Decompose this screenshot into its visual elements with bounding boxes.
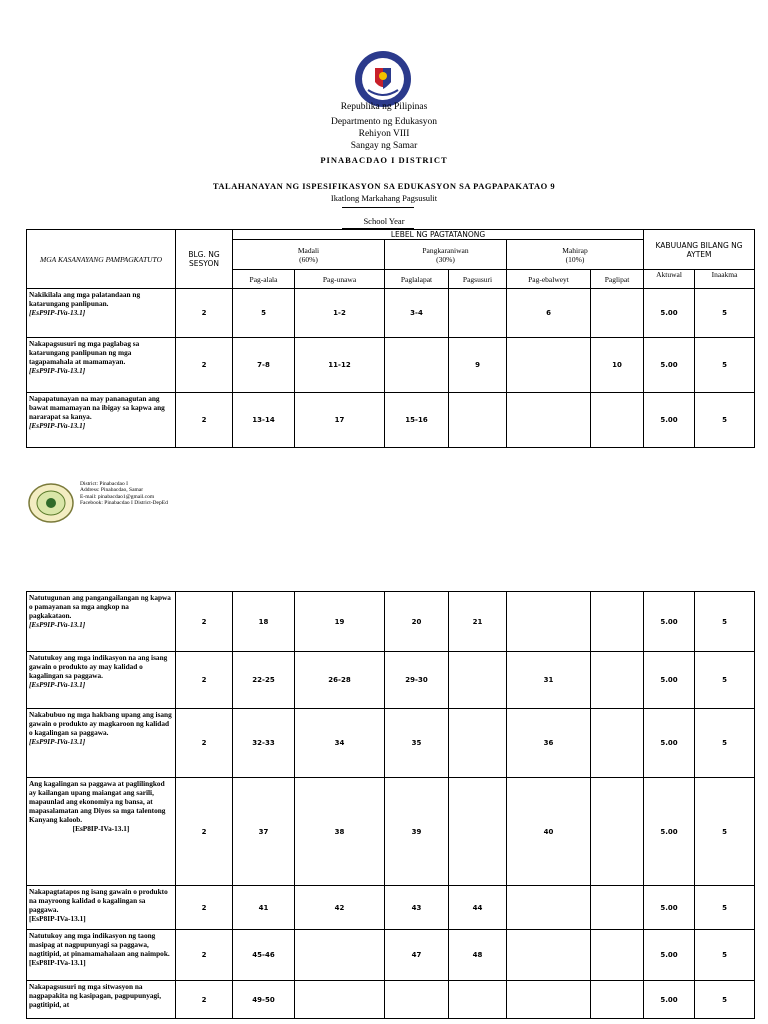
item-cell: 36 (507, 709, 591, 778)
competency-text: Natutukoy ang mga indikasyon ng taong masipag at nagpupunyagi sa paggawa, nagtitipid, at pinamamahalaan ang naimpok. (29, 931, 170, 958)
actual-cell: 5.00 (644, 289, 695, 338)
table-row (27, 886, 755, 930)
school-year: School Year (363, 216, 405, 226)
item-cell (591, 592, 644, 652)
table-row (27, 338, 755, 393)
competency-code: [EsP9IP-IVa-13.1] (29, 421, 86, 430)
sessions-cell: 2 (176, 652, 233, 709)
item-cell: 11-12 (295, 338, 385, 393)
footer-contact (80, 481, 168, 506)
sub-header: Paglipat (591, 270, 644, 289)
table-row (27, 709, 755, 778)
header-line: Republika ng Pilipinas (340, 102, 428, 112)
item-cell (385, 981, 449, 1019)
header-difficult: Mahirap (10%) (507, 240, 644, 270)
item-cell (507, 338, 591, 393)
header-line: Departmento ng Edukasyon (330, 117, 438, 127)
sub-header-expected: Inaakma (695, 270, 755, 289)
item-cell: 19 (295, 592, 385, 652)
item-cell: 34 (295, 709, 385, 778)
competency-cell (27, 592, 176, 652)
competency-code: [EsP9IP-IVa-13.1] (29, 737, 86, 746)
district-name: PINABACDAO I DISTRICT (320, 155, 448, 165)
item-cell (507, 886, 591, 930)
item-cell: 37 (233, 778, 295, 886)
sessions-cell: 2 (176, 886, 233, 930)
header-total: KABUUANG BILANG NG AYTEM (644, 230, 755, 270)
item-cell (507, 592, 591, 652)
expected-cell: 5 (695, 338, 755, 393)
competency-cell (27, 709, 176, 778)
actual-cell: 5.00 (644, 886, 695, 930)
item-cell: 41 (233, 886, 295, 930)
actual-cell: 5.00 (644, 778, 695, 886)
item-cell: 5 (233, 289, 295, 338)
competency-cell (27, 289, 176, 338)
district-logo (28, 480, 74, 526)
header-line: Rehiyon VIII (358, 129, 410, 139)
item-cell: 45-46 (233, 930, 295, 981)
competency-text: Natutugunan ang pangangailangan ng kapwa o pamayanan sa mga angkop na pagkakataon. (29, 593, 171, 620)
item-cell (591, 652, 644, 709)
item-cell (591, 778, 644, 886)
signature-line (342, 207, 414, 208)
competency-text: Napapatunayan na may pananagutan ang bawat mamamayan na ibigay sa kapwa ang nararapat sa kanya. (29, 394, 165, 421)
item-cell: 49-50 (233, 981, 295, 1019)
header-line: Sangay ng Samar (350, 141, 418, 151)
sessions-cell: 2 (176, 930, 233, 981)
competency-text: Natutukoy ang mga indikasyon na ang isang gawain o produkto ay may kalidad o kagalingan sa paggawa. (29, 653, 168, 680)
item-cell: 35 (385, 709, 449, 778)
competency-code: [EsP9IP-IVa-13.1] (29, 308, 86, 317)
competency-text: Nakabubuo ng mga hakbang upang ang isang gawain o produkto ay magkaroon ng kalidad o kagalingan sa paggawa. (29, 710, 172, 737)
competency-text: Nakikilala ang mga palatandaan ng katarungang panlipunan. (29, 290, 141, 308)
item-cell: 40 (507, 778, 591, 886)
item-cell: 13-14 (233, 393, 295, 448)
actual-cell: 5.00 (644, 652, 695, 709)
tos-table-page1 (26, 229, 755, 448)
sub-header-actual: Aktuwal (644, 270, 695, 289)
item-cell: 38 (295, 778, 385, 886)
item-cell: 10 (591, 338, 644, 393)
sub-header: Paglalapat (385, 270, 449, 289)
sessions-cell: 2 (176, 289, 233, 338)
competency-code: [EsP9IP-IVa-13.1] (29, 620, 86, 629)
competency-code: [EsP9IP-IVa-13.1] (29, 366, 86, 375)
competency-cell (27, 393, 176, 448)
competency-text: Nakapagsusuri ng mga paglabag sa katarungang panlipunan ng mga tagapamahala at mamamayan. (29, 339, 140, 366)
item-cell: 17 (295, 393, 385, 448)
actual-cell: 5.00 (644, 338, 695, 393)
footer-line: E-mail: pinabacdao1@gmail.com (80, 493, 155, 500)
item-cell: 32-33 (233, 709, 295, 778)
footer-line: Address: Pinabacdao, Samar (80, 487, 144, 494)
item-cell (507, 981, 591, 1019)
item-cell (449, 393, 507, 448)
sessions-cell: 2 (176, 981, 233, 1019)
item-cell: 21 (449, 592, 507, 652)
competency-cell (27, 886, 176, 930)
item-cell: 22-25 (233, 652, 295, 709)
expected-cell: 5 (695, 930, 755, 981)
item-cell (591, 886, 644, 930)
competency-cell (27, 778, 176, 886)
competency-cell (27, 652, 176, 709)
item-cell (449, 709, 507, 778)
item-cell (591, 289, 644, 338)
header-average: Pangkaraniwan (30%) (385, 240, 507, 270)
sessions-cell: 2 (176, 709, 233, 778)
table-row (27, 981, 755, 1019)
sub-header: Pag-alala (233, 270, 295, 289)
header-level: LEBEL NG PAGTATANONG (233, 230, 644, 240)
item-cell (449, 289, 507, 338)
sessions-cell: 2 (176, 778, 233, 886)
document-title: TALAHANAYAN NG ISPESIFIKASYON SA EDUKASYON SA PAGPAPAKATAO 9 (212, 181, 556, 191)
item-cell: 18 (233, 592, 295, 652)
competency-code: [EsP9IP-IVa-13.1] (29, 680, 86, 689)
item-cell (591, 930, 644, 981)
table-row (27, 393, 755, 448)
footer-line: District: Pinabacdao I (80, 481, 128, 487)
item-cell: 43 (385, 886, 449, 930)
expected-cell: 5 (695, 886, 755, 930)
item-cell (385, 338, 449, 393)
expected-cell: 5 (695, 652, 755, 709)
item-cell (591, 709, 644, 778)
item-cell: 20 (385, 592, 449, 652)
item-cell: 15-16 (385, 393, 449, 448)
footer-line: Facebook: Pinabacdao I District-DepEd (80, 499, 168, 506)
sessions-cell: 2 (176, 338, 233, 393)
item-cell (449, 778, 507, 886)
item-cell: 6 (507, 289, 591, 338)
competency-code: [EsP8IP-IVa-13.1] (29, 958, 86, 967)
sessions-cell: 2 (176, 393, 233, 448)
tos-table-page2 (26, 591, 755, 1019)
table-row (27, 652, 755, 709)
expected-cell: 5 (695, 393, 755, 448)
item-cell (591, 981, 644, 1019)
actual-cell: 5.00 (644, 709, 695, 778)
actual-cell: 5.00 (644, 981, 695, 1019)
table-row (27, 930, 755, 981)
item-cell (507, 930, 591, 981)
actual-cell: 5.00 (644, 393, 695, 448)
expected-cell: 5 (695, 592, 755, 652)
item-cell: 3-4 (385, 289, 449, 338)
competency-code: [EsP8IP-IVa-13.1] (72, 824, 130, 833)
competency-text: Ang kagalingan sa paggawa at paglilingkod ay kailangan upang maiangat ang sarili, mapaunlad ang ekonomiya ng bansa, at mapasalamatan ang Diyos sa mga talentong Kanyang kaloob. (29, 779, 166, 824)
competency-cell (27, 981, 176, 1019)
competency-text: Nakapagsusuri ng mga sitwasyon na nagpapakita ng kasipagan, pagpupunyagi, pagtitipid, at (29, 982, 162, 1009)
table-row (27, 592, 755, 652)
competency-text: Nakapagtatapos ng isang gawain o produkto na mayroong kalidad o kagalingan sa paggawa. (29, 887, 168, 914)
competency-cell (27, 338, 176, 393)
sub-header: Pag-unawa (295, 270, 385, 289)
item-cell: 31 (507, 652, 591, 709)
sub-header: Pagsusuri (449, 270, 507, 289)
item-cell (591, 393, 644, 448)
header-easy: Madali (60%) (233, 240, 385, 270)
item-cell: 1-2 (295, 289, 385, 338)
competency-cell (27, 930, 176, 981)
item-cell (295, 981, 385, 1019)
item-cell: 39 (385, 778, 449, 886)
expected-cell: 5 (695, 778, 755, 886)
table-row (27, 778, 755, 886)
item-cell (507, 393, 591, 448)
item-cell: 7-8 (233, 338, 295, 393)
item-cell (449, 652, 507, 709)
sub-header: Pag-ebalweyt (507, 270, 591, 289)
item-cell: 9 (449, 338, 507, 393)
header-competency: MGA KASANAYANG PAMPAGKATUTO (27, 230, 176, 289)
document-subtitle: Ikatlong Markahang Pagsusulit (330, 193, 438, 203)
item-cell: 26-28 (295, 652, 385, 709)
item-cell: 47 (385, 930, 449, 981)
expected-cell: 5 (695, 289, 755, 338)
item-cell: 42 (295, 886, 385, 930)
expected-cell: 5 (695, 981, 755, 1019)
table-row (27, 289, 755, 338)
sessions-cell: 2 (176, 592, 233, 652)
header-sessions: BLG. NG SESYON (176, 230, 233, 289)
actual-cell: 5.00 (644, 592, 695, 652)
item-cell: 44 (449, 886, 507, 930)
item-cell: 29-30 (385, 652, 449, 709)
item-cell (449, 981, 507, 1019)
competency-code: [EsP8IP-IVa-13.1] (29, 914, 86, 923)
item-cell (295, 930, 385, 981)
deped-seal (354, 50, 412, 108)
actual-cell: 5.00 (644, 930, 695, 981)
item-cell: 48 (449, 930, 507, 981)
expected-cell: 5 (695, 709, 755, 778)
